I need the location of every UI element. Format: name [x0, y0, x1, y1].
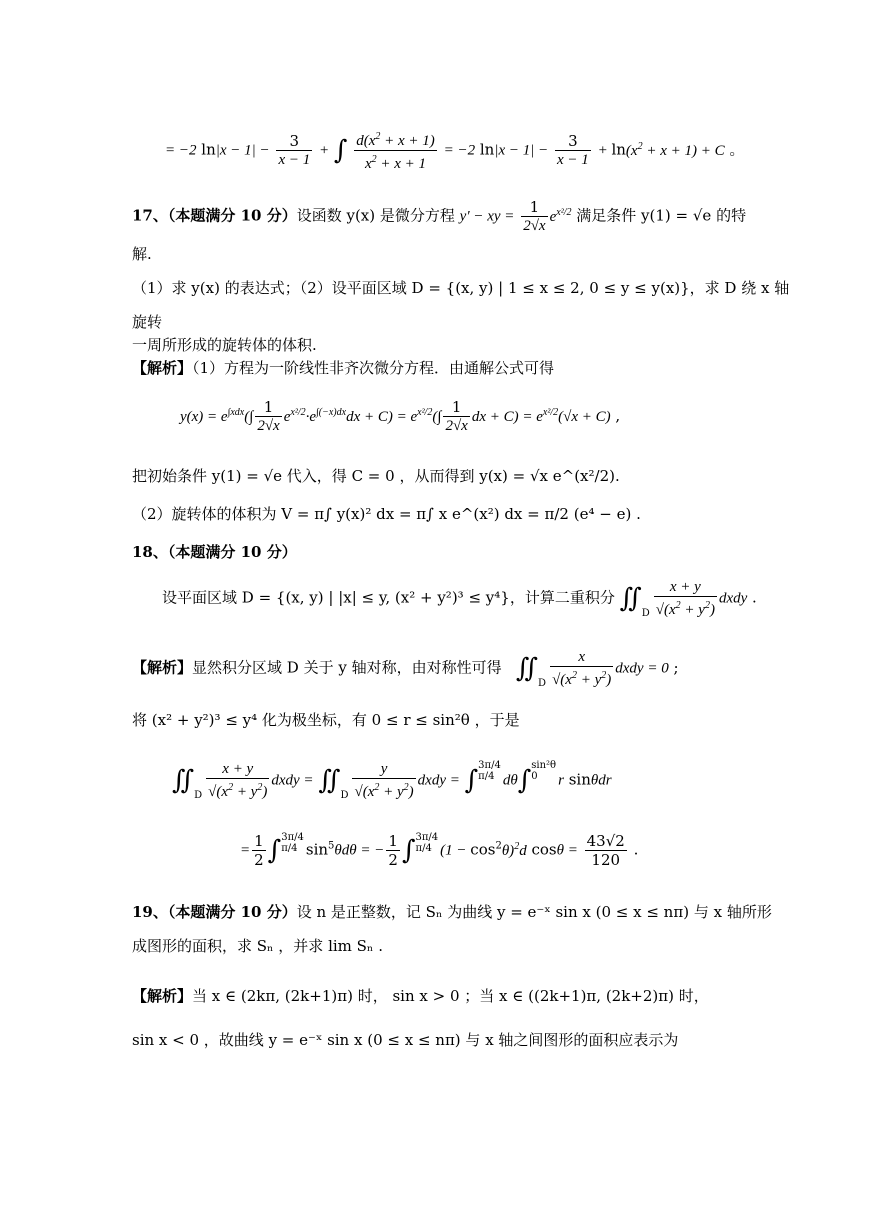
problem-17-solution-3: 把初始条件 y(1) = √e 代入，得 C = 0 ，从而得到 y(x) = √x e^(x²/2).: [132, 467, 620, 485]
solution-label: 【解析】: [132, 359, 193, 377]
problem-18-solution-formula-2: = $\frac{1}{2}$ ∫3π/4 π/4 $\sin^5\theta d\theta$ = − $\frac{1}{2}$ ∫3π/4 π/4 $(1 - \cos^2\theta)^2d$ cosθ = $\frac{43√2}{120}$ .: [240, 832, 639, 869]
problem-18-solution-2: 将 (x² + y²)³ ≤ y⁴ 化为极坐标，有 0 ≤ r ≤ sin²θ ，于是: [132, 711, 520, 729]
problem-19-number: 19、: [132, 903, 168, 921]
problem-17-solution-4: （2）旋转体的体积为 V = π∫ y(x)² dx = π∫ x e^(x²) dx = π/2 (e⁴ − e) .: [132, 505, 641, 523]
problem-17-solution-intro: 【解析】（1）方程为一阶线性非齐次微分方程．由通解公式可得: [132, 359, 555, 377]
problem-17-number: 17、: [132, 206, 168, 225]
problem-18-points: （本题满分 10 分）: [167, 543, 297, 561]
formula-line-top: = −2 ln|x − 1| − $\frac{3}{x - 1}$ + ∫ $\frac{d(x^2 + x + 1)}{x^2 + x + 1}$ = −2 ln|x − 1| − $\frac{3}{x - 1}$ + $\ln(x^2 + x + 1) + C$ 。: [165, 128, 744, 173]
problem-19-solution-1: 【解析】当 x ∈ (2kπ, (2k+1)π) 时， sin x > 0 ；当 x ∈ ((2k+1)π, (2k+2)π) 时，: [132, 987, 709, 1005]
problem-17-q1: （1）求 y(x) 的表达式；（2）设平面区域 D = {(x, y) | 1 ≤ x ≤ 2, 0 ≤ y ≤ y(x)}，求 D 绕 x 轴: [132, 279, 790, 297]
problem-19-q2: 成图形的面积，求 Sₙ ，并求 lim Sₙ .: [132, 937, 383, 955]
problem-19-solution-2: sin x < 0 ，故曲线 y = e⁻ˣ sin x (0 ≤ x ≤ nπ) 与 x 轴之间图形的面积应表示为: [132, 1031, 679, 1049]
problem-17-header: 17、（本题满分 10 分）设函数 y(x) 是微分方程 y′ − xy = $\frac{1}{2√x}$ $e^{x^2/2}$ 满足条件 y(1) = √e 的特: [132, 198, 747, 234]
problem-17-q1b: 旋转: [132, 313, 163, 331]
problem-18-solution-formula-1: ∬D $\frac{x + y}{√(x^2 + y^2)}$ dxdy = ∬D $\frac{y}{√(x^2 + y^2)}$ dxdy = ∫3π/4 π/4 dθ∫sin²θ 0 r sinθdr: [172, 760, 612, 801]
problem-17-solution-formula: $y(x) = e^{\int xdx}(\int$ $\frac{1}{2√x}$ $e^{x^2/2}\cdot e^{\int(-x)dx}dx + C) = e^{x^2/2}(\int$ $\frac{1}{2√x}$ dx + $C) = e^{x^2/2}(√x + C)$ ,: [180, 398, 621, 434]
problem-17-cont: 解.: [132, 245, 152, 263]
problem-17-q1c: 一周所形成的旋转体的体积.: [132, 336, 317, 354]
problem-17-intro: 设函数 y(x) 是微分方程: [296, 206, 455, 225]
problem-18-number: 18、: [132, 543, 168, 561]
problem-18-solution-1: 【解析】显然积分区域 D 关于 y 轴对称，由对称性可得 ∬D $\frac{x}{√(x^2 + y^2)}$ dxdy = 0 ;: [132, 649, 679, 689]
problem-19-points: （本题满分 10 分）: [167, 903, 297, 921]
problem-17-condition: 满足条件 y(1) = √e 的特: [576, 206, 747, 225]
problem-19-header: 19、（本题满分 10 分）设 n 是正整数，记 Sₙ 为曲线 y = e⁻ˣ sin x (0 ≤ x ≤ nπ) 与 x 轴所形: [132, 903, 772, 921]
problem-18-header: [132, 542, 297, 562]
problem-18-question: 设平面区域 D = {(x, y) | |x| ≤ y, (x² + y²)³ ≤ y⁴}，计算二重积分 ∬D $\frac{x + y}{√(x^2 + y^2)}$ dxdy .: [162, 579, 757, 619]
problem-17-points: （本题满分 10 分）: [167, 206, 297, 225]
